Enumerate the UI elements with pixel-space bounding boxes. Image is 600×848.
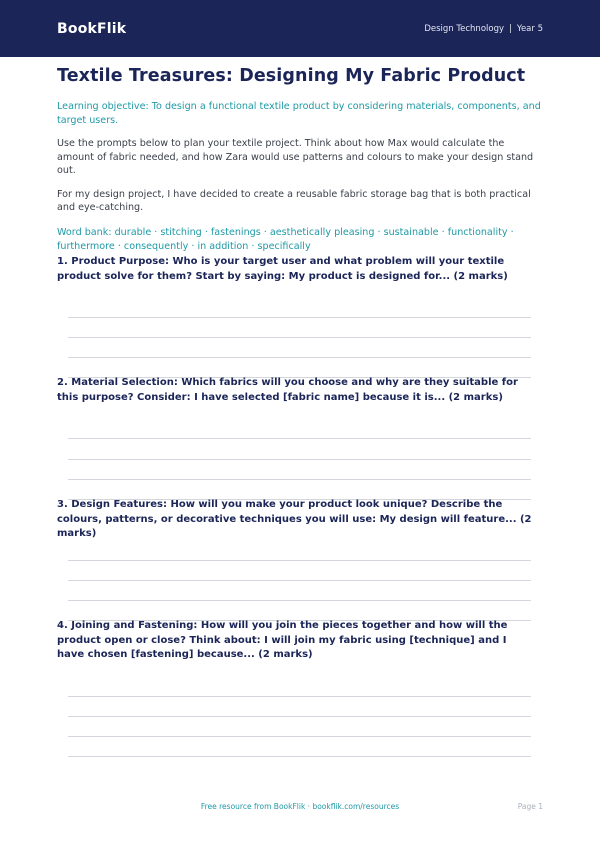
- answer-line[interactable]: [68, 317, 531, 318]
- learning-objective: Learning objective: To design a functional textile product by considering materials, components, and target users.: [57, 101, 541, 126]
- answer-line[interactable]: [68, 560, 531, 561]
- example-statement: For my design project, I have decided to create a reusable fabric storage bag that is both practical and eye-catching.: [57, 188, 531, 213]
- word-bank: Word bank: durable · stitching · fastenings · aesthetically pleasing · sustainable · functionality · furthermore · consequently · in addition · specifically: [57, 226, 514, 252]
- answer-line[interactable]: [68, 438, 531, 439]
- answer-line[interactable]: [68, 716, 531, 717]
- question-3-prompt: 3. Design Features: How will you make your product look unique? Describe the colours, patterns, or decorative techniques you will use: My design will feature... (2 marks): [57, 499, 532, 539]
- question-2-prompt: 2. Material Selection: Which fabrics will you choose and why are they suitable for this purpose? Consider: I have selected [fabric name] because it is... (2 marks): [57, 377, 518, 403]
- instructions-text: Use the prompts below to plan your textile project. Think about how Max would calculate the amount of fabric needed, and how Zara would use patterns and colours to make your design stand out.: [57, 138, 534, 176]
- brand-logo: BookFlik: [57, 20, 127, 37]
- answer-line[interactable]: [68, 337, 531, 338]
- answer-line[interactable]: [68, 580, 531, 581]
- answer-line[interactable]: [68, 600, 531, 601]
- page-header: [0, 0, 600, 57]
- page-title: Textile Treasures: Designing My Fabric Product: [57, 66, 526, 86]
- header-meta: [424, 24, 543, 34]
- answer-line[interactable]: [68, 479, 531, 480]
- answer-line[interactable]: [68, 357, 531, 358]
- question-4-prompt: 4. Joining and Fastening: How will you join the pieces together and how will the product open or close? Think about: I will join my fabric using [technique] and I have chosen [fastening] because... (2 marks): [57, 620, 508, 660]
- question-1-prompt: 1. Product Purpose: Who is your target user and what problem will your textile product solve for them? Start by saying: My product is designed for... (2 marks): [57, 256, 508, 282]
- answer-line[interactable]: [68, 696, 531, 697]
- intro-section: [57, 65, 543, 254]
- page-footer: [0, 802, 600, 814]
- answer-line[interactable]: [68, 459, 531, 460]
- page-number: Page 1: [517, 802, 543, 811]
- subject-label: Design Technology: [424, 23, 505, 34]
- answer-line[interactable]: [68, 736, 531, 737]
- header-separator: |: [509, 23, 512, 34]
- year-label: Year 5: [516, 23, 543, 34]
- answer-line[interactable]: [68, 756, 531, 757]
- footer-credit: Free resource from BookFlik · bookflik.com/resources: [200, 802, 400, 811]
